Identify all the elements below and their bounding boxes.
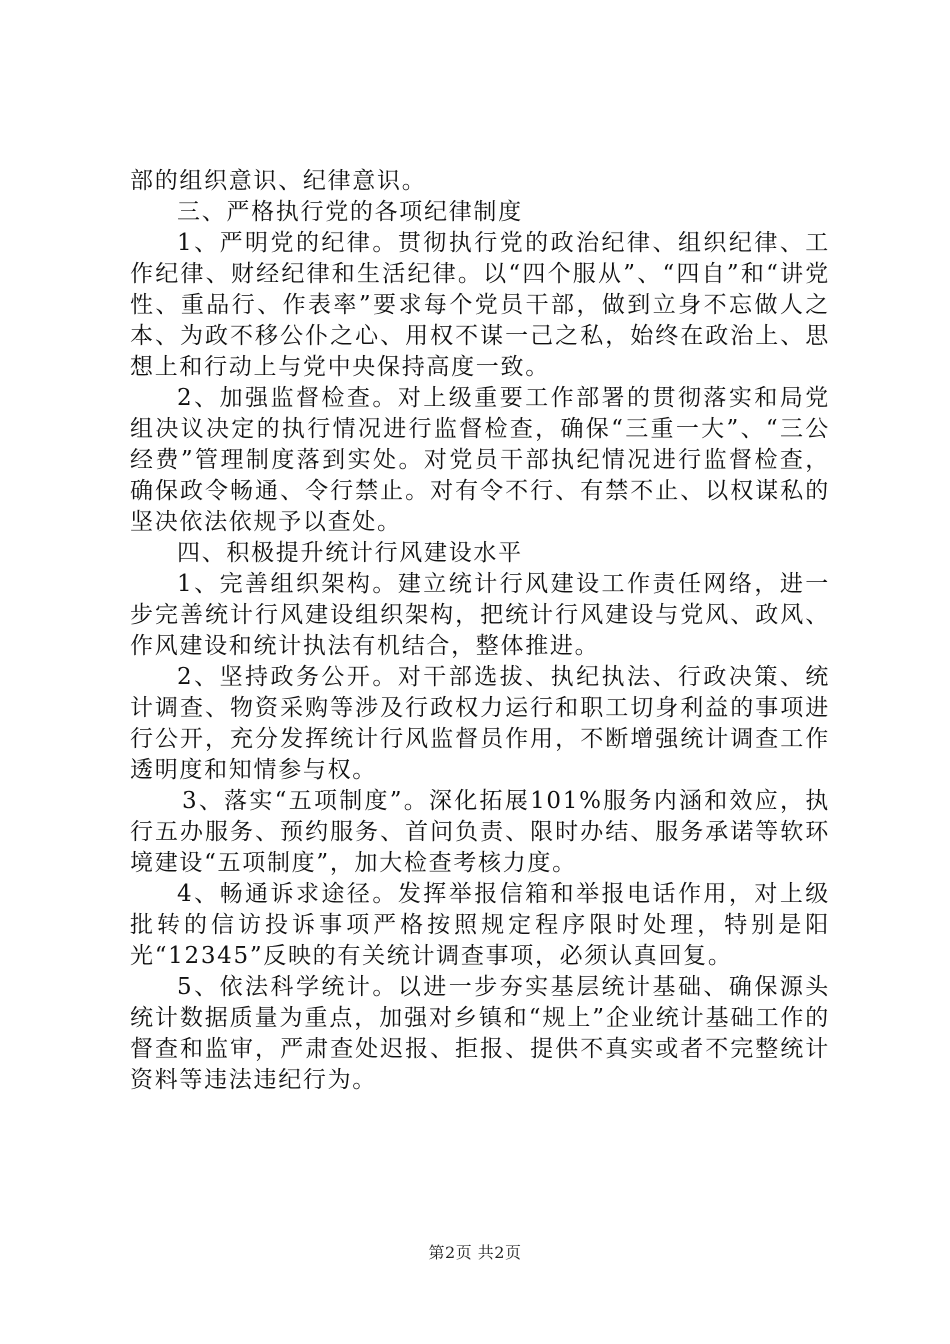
page-number-footer: 第2页 共2页 <box>428 1243 522 1262</box>
paragraph-continuation: 部的组织意识、纪律意识。 <box>130 168 427 194</box>
paragraph-transparency: 2、坚持政务公开。对干部选拔、执纪执法、行政决策、统计调查、物资采购等涉及行政权力运行和职工切身利益的事项进行公开，充分发挥统计行风监督员作用，不断增强统计调查工作透明度和知情参与权。 <box>130 664 830 783</box>
paragraph-supervision: 2、加强监督检查。对上级重要工作部署的贯彻落实和局党组决议决定的执行情况进行监督检查，确保“三重一大”、“三公经费”管理制度落到实处。对党员干部执纪情况进行监督检查，确保政令畅通、令行禁止。对有令不行、有禁不止、以权谋私的坚决依法依规予以查处。 <box>130 385 830 535</box>
paragraph-statistics: 5、依法科学统计。以进一步夯实基层统计基础、确保源头统计数据质量为重点，加强对乡镇和“规上”企业统计基础工作的督查和监审，严肃查处迟报、拒报、提供不真实或者不完整统计资料等违法违纪行为。 <box>130 974 830 1093</box>
section-heading-3: 三、严格执行党的各项纪律制度 <box>177 199 523 225</box>
paragraph-five-systems: 3、落实“五项制度”。深化拓展101%服务内涵和效应，执行五办服务、预约服务、首问负责、限时办结、服务承诺等软环境建设“五项制度”，加大检查考核力度。 <box>130 788 830 876</box>
paragraph-organization: 1、完善组织架构。建立统计行风建设工作责任网络，进一步完善统计行风建设组织架构，把统计行风建设与党风、政风、作风建设和统计执法有机结合，整体推进。 <box>130 571 830 659</box>
section-heading-4: 四、积极提升统计行风建设水平 <box>177 540 523 566</box>
paragraph-appeals: 4、畅通诉求途径。发挥举报信箱和举报电话作用，对上级批转的信访投诉事项严格按照规定程序限时处理，特别是阳光“12345”反映的有关统计调查事项，必须认真回复。 <box>130 881 830 969</box>
document-body <box>130 166 830 1096</box>
paragraph-discipline: 1、严明党的纪律。贯彻执行党的政治纪律、组织纪律、工作纪律、财经纪律和生活纪律。以“四个服从”、“四自”和“讲党性、重品行、作表率”要求每个党员干部，做到立身不忘做人之本、为政不移公仆之心、用权不谋一己之私，始终在政治上、思想上和行动上与党中央保持高度一致。 <box>130 230 830 380</box>
